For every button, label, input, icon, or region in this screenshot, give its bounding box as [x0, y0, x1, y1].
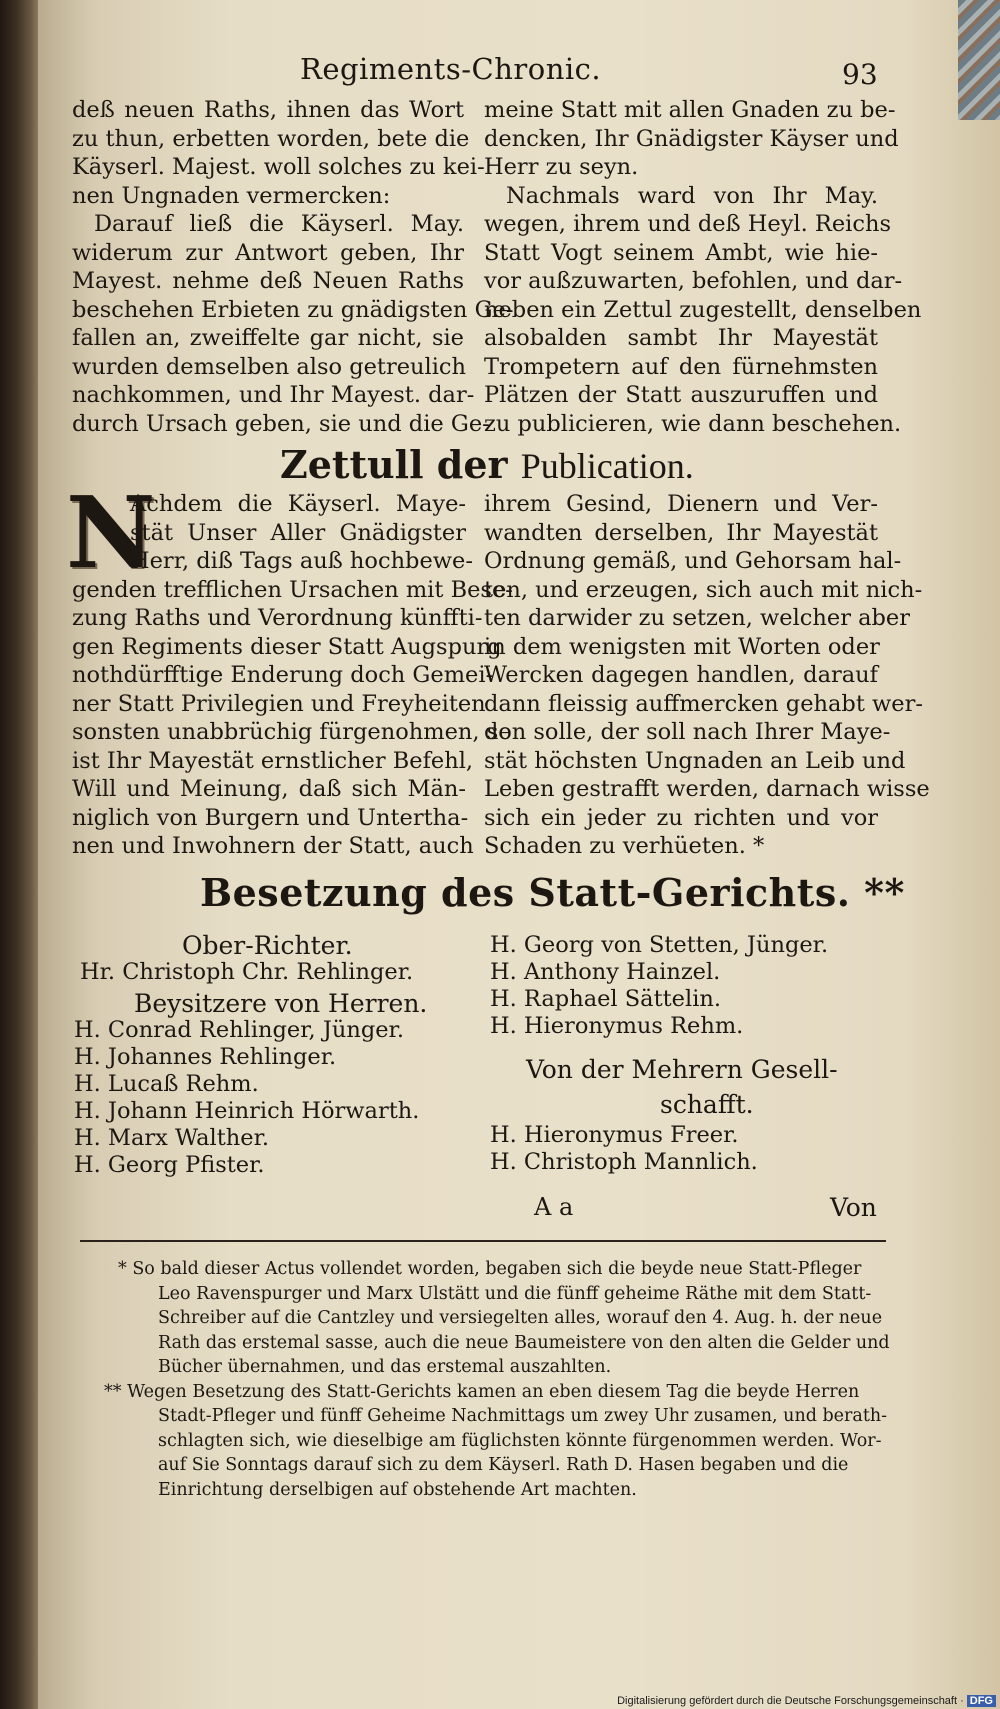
footnote-line: schlagten sich, wie dieselbige am füglichsten könnte fürgenommen werden. Wor-: [158, 1430, 882, 1451]
text-line: ihrem Gesind, Dienern und Ver-: [484, 491, 878, 517]
text-line: meine Statt mit allen Gnaden zu be-: [484, 97, 896, 123]
text-line: nen und Inwohnern der Statt, auch: [72, 833, 474, 859]
text-line: durch Ursach geben, sie und die Ge-: [72, 410, 490, 437]
footnote-line: Schreiber auf die Cantzley und versiegelten alles, worauf den 4. Aug. h. der neue: [158, 1308, 883, 1328]
publication-title-latin: Publication.: [520, 446, 694, 486]
drop-capital: N: [66, 476, 156, 591]
credit-text: Digitalisierung gefördert durch die Deutsche Forschungsgemeinschaft ·: [617, 1695, 964, 1707]
footnote-rule: [80, 1240, 886, 1242]
text-line: widerum zur Antwort geben, Ihr: [72, 239, 464, 266]
court-name: H. Georg von Stetten, Jünger.: [490, 932, 829, 958]
text-line: Will und Meinung, daß sich Män-: [72, 776, 466, 802]
text-line: genden trefflichen Ursachen mit Bese-: [72, 576, 513, 603]
text-line: dann fleissig auffmercken gehabt wer-: [484, 690, 923, 717]
text-line: wurden demselben also getreulich: [72, 353, 467, 380]
court-name: H. Christoph Mannlich.: [490, 1149, 758, 1175]
text-line: ten, und erzeugen, sich auch mit nich-: [484, 576, 923, 603]
gesellschafft-list: [490, 1122, 838, 1176]
text-line: sonsten unabbrüchig fürgenohmen, so: [72, 719, 512, 745]
publication-title: [280, 442, 694, 487]
footnote-line: Leo Ravenspurger und Marx Ulstätt und die fünff geheime Räthe mit dem Statt-: [158, 1283, 872, 1304]
court-name: H. Johann Heinrich Hörwarth.: [74, 1098, 420, 1124]
text-line: Käyserl. Majest. woll solches zu kei-: [72, 154, 485, 180]
running-header: Regiments-Chronic.: [300, 52, 602, 86]
page-number: 93: [842, 58, 878, 91]
text-line: alsobalden sambt Ihr Mayestät: [484, 325, 878, 351]
text-line: vor außzuwarten, befohlen, und dar-: [484, 268, 903, 294]
book-spine: [0, 0, 42, 1709]
signature-mark: A a: [534, 1193, 574, 1221]
digitization-credit: [617, 1695, 996, 1707]
right-column-top: [484, 96, 922, 438]
catchword: Von: [830, 1193, 877, 1222]
gesellschafft-heading-1: Von der Mehrern Gesell-: [526, 1055, 838, 1084]
text-line: Leben gestrafft werden, darnach wisse: [484, 776, 930, 802]
text-line: nachkommen, und Ihr Mayest. dar-: [72, 382, 475, 408]
text-line: nothdürfftige Enderung doch Gemei-: [72, 662, 494, 688]
text-line: zu thun, erbetten worden, bete die: [72, 125, 470, 152]
text-line: Herr zu seyn.: [484, 154, 639, 180]
text-line: neben ein Zettul zugestellt, denselben: [484, 296, 922, 323]
court-right-names: [490, 932, 838, 1040]
footnote-line: Stadt-Pfleger und fünff Geheime Nachmittags um zwey Uhr zusamen, und berath-: [158, 1406, 888, 1426]
text-line: ist Ihr Mayestät ernstlicher Befehl,: [72, 747, 474, 774]
text-line: wegen, ihrem und deß Heyl. Reichs: [484, 211, 892, 237]
text-line: Ordnung gemäß, und Gehorsam hal-: [484, 548, 902, 574]
text-line: Wercken dagegen handlen, darauf: [484, 662, 878, 688]
text-line: Schaden zu verhüeten. *: [484, 833, 765, 859]
footnote-line: Einrichtung derselbigen auf obstehende Art machten.: [158, 1479, 637, 1500]
text-line: deß neuen Raths, ihnen das Wort: [72, 97, 464, 123]
ober-richter-heading: Ober-Richter.: [182, 931, 353, 960]
footnote-line: ** Wegen Besetzung des Statt-Gerichts kamen an eben diesem Tag die beyde Herren: [104, 1381, 860, 1402]
footnote-line: Rath das erstemal sasse, auch die neue Baumeistere von den alten die Gelder und: [158, 1332, 890, 1353]
text-line: wandten derselben, Ihr Mayestät: [484, 519, 878, 546]
text-line: ten darwider zu setzen, welcher aber: [484, 605, 910, 631]
left-column-top: [72, 96, 514, 438]
court-name: H. Hieronymus Rehm.: [490, 1013, 744, 1039]
text-line: Statt Vogt seinem Ambt, wie hie-: [484, 239, 878, 266]
ober-richter-name: Hr. Christoph Chr. Rehlinger.: [80, 959, 414, 985]
court-name: H. Johannes Rehlinger.: [74, 1044, 337, 1070]
text-line: fallen an, zweiffelte gar nicht, sie: [72, 325, 464, 351]
footnote-line: auf Sie Sonntags darauf sich zu dem Käyserl. Rath D. Hasen begaben und die: [158, 1455, 849, 1475]
text-line: niglich von Burgern und Untertha-: [72, 804, 469, 831]
text-line: beschehen Erbieten zu gnädigsten Ge-: [72, 296, 514, 323]
publication-title-text: Zettull der: [280, 442, 508, 487]
text-line: Trompetern auf den fürnehmsten: [484, 353, 878, 380]
text-line: sich ein jeder zu richten und vor: [484, 804, 878, 831]
court-right-list: [490, 932, 838, 1176]
footnote-line: * So bald dieser Actus vollendet worden, begaben sich die beyde neue Statt-Pfleger: [118, 1259, 862, 1279]
text-line: nen Ungnaden vermercken:: [72, 182, 391, 209]
text-line: ner Statt Privilegien und Freyheiten: [72, 690, 486, 717]
left-column-publication: [72, 490, 513, 861]
text-line: Plätzen der Statt auszuruffen und: [484, 382, 878, 408]
dfg-logo: DFG: [967, 1695, 996, 1707]
footnote-line: Bücher übernahmen, und das erstemal auszahlten.: [158, 1357, 612, 1377]
court-left-list: [74, 932, 427, 1179]
text-line: zung Raths und Verordnung künffti-: [72, 605, 483, 631]
text-line: gen Regiments dieser Statt Augspurg: [72, 633, 502, 660]
court-name: H. Conrad Rehlinger, Jünger.: [74, 1017, 404, 1043]
court-name: H. Georg Pfister.: [74, 1152, 265, 1178]
text-line: Herr, diß Tags auß hochbewe-: [130, 548, 473, 574]
text-line: stät höchsten Ungnaden an Leib und: [484, 747, 906, 774]
court-title: Besetzung des Statt-Gerichts. **: [200, 870, 905, 915]
court-name: H. Hieronymus Freer.: [490, 1122, 739, 1148]
text-line: Mayest. nehme deß Neuen Raths: [72, 268, 464, 294]
court-name: H. Lucaß Rehm.: [74, 1071, 259, 1097]
marbled-endpaper: [958, 0, 1000, 120]
right-column-publication: [484, 490, 930, 861]
text-line: in dem wenigsten mit Worten oder: [484, 633, 880, 660]
text-line: Nachmals ward von Ihr May.: [506, 182, 878, 209]
beysitzer-list: [74, 1017, 427, 1179]
court-name: H. Anthony Hainzel.: [490, 959, 721, 985]
gesellschafft-heading-2: schafft.: [660, 1090, 754, 1119]
text-line: dencken, Ihr Gnädigster Käyser und: [484, 125, 899, 152]
court-name: H. Marx Walther.: [74, 1125, 270, 1151]
beysitzer-heading: Beysitzere von Herren.: [134, 989, 428, 1018]
text-line: zu publicieren, wie dann beschehen.: [484, 410, 902, 437]
footnotes: [104, 1257, 890, 1502]
text-line: den solle, der soll nach Ihrer Maye-: [484, 719, 891, 745]
text-line: Darauf ließ die Käyserl. May.: [94, 211, 464, 237]
text-line: stät Unser Aller Gnädigster: [130, 519, 466, 546]
text-line: Achdem die Käyserl. Maye-: [130, 491, 466, 517]
court-name: H. Raphael Sättelin.: [490, 986, 722, 1012]
